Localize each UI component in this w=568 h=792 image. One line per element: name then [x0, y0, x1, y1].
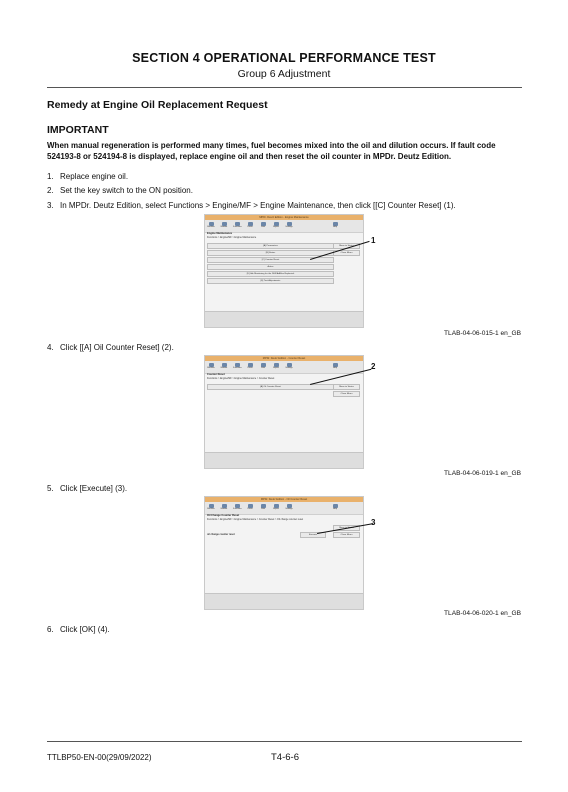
window-title: MPDr. Deutz Edition - Engine Maintenance: [259, 216, 309, 219]
idle-monitoring-button[interactable]: [D] Idle Monitoring for the DEF/AdBlue Replenish: [207, 271, 334, 277]
toolbar-button[interactable]: Help: [331, 504, 339, 509]
toolbar-button[interactable]: Data: [259, 222, 267, 227]
figure-id: TLAB-04-06-015-1 en_GB: [444, 330, 521, 337]
section-title: SECTION 4 OPERATIONAL PERFORMANCE TEST: [132, 51, 436, 65]
execute-button[interactable]: Execute: [300, 532, 326, 538]
important-text: When manual regeneration is performed many times, fuel becomes mixed into the oil and dilution occurs. If fault code 524193-8 or 524194-8 is displayed, replace engine oil and then reset the oil counter in MPDr. Deutz Edition.: [47, 141, 496, 161]
close-menu-button[interactable]: Close Menu: [333, 250, 360, 256]
close-menu-button[interactable]: Close Menu: [333, 532, 360, 538]
toolbar-button[interactable]: Functions: [233, 363, 241, 368]
step-number: 6.: [47, 625, 54, 634]
parameters-button[interactable]: [A] Parameters: [207, 243, 334, 249]
toolbar-button[interactable]: Settings: [285, 504, 293, 509]
breadcrumb: Functions > Engine/MF > Engine Maintenance > Counter Reset: [207, 377, 275, 380]
counter-reset-button[interactable]: [C] Counter Reset: [207, 257, 334, 263]
test-adjustments-button[interactable]: [E] Test Adjustments: [207, 278, 334, 284]
toolbar-button[interactable]: Machine: [207, 222, 215, 227]
oil-counter-reset-button[interactable]: [A] Oil Counter Reset: [207, 384, 334, 390]
toolbar-button[interactable]: Machine: [207, 504, 215, 509]
toolbar-button[interactable]: Data: [259, 363, 267, 368]
breadcrumb: Functions > Engine/MF > Engine Maintenance > Counter Reset > Oil change counter reset: [207, 518, 304, 521]
close-menu-button[interactable]: Close Menu: [333, 391, 360, 397]
figure-id: TLAB-04-06-020-1 en_GB: [444, 610, 521, 617]
page-number: T4-6-6: [271, 752, 299, 763]
step-number: 3.: [47, 201, 54, 210]
screen-header: Counter Reset: [207, 373, 225, 376]
step-number: 2.: [47, 186, 54, 195]
status-button[interactable]: [B] Status: [207, 250, 334, 256]
window-title: MPDr. Deutz Edition - Oil Counter Reset: [260, 498, 308, 501]
document-id: TTLBP50-EN-00(29/09/2022): [47, 753, 152, 762]
step-text: In MPDr. Deutz Edition, select Functions > Engine/MF > Engine Maintenance, then click [[C] Counter Reset] (1).: [60, 201, 456, 210]
toolbar-button[interactable]: Monitor: [220, 222, 228, 227]
toolbar-button[interactable]: Help: [331, 363, 339, 368]
bottom-divider: [47, 741, 522, 742]
toolbar-button[interactable]: Settings: [285, 363, 293, 368]
step-4: [47, 343, 174, 352]
oil-change-counter-label: oil change counter reset: [207, 533, 235, 536]
step-6: [47, 625, 110, 634]
screenshot-counter-reset: [204, 355, 364, 469]
callout-number: 1: [371, 236, 376, 245]
step-text: Replace engine oil.: [60, 172, 129, 181]
important-title: IMPORTANT: [47, 124, 109, 136]
toolbar-button[interactable]: Report: [272, 504, 280, 509]
step-text: Set the key switch to the ON position.: [60, 186, 193, 195]
step-number: 5.: [47, 484, 54, 493]
screen-header: Oil Change Counter Reset: [207, 514, 240, 517]
toolbar-button[interactable]: Reset: [246, 222, 254, 227]
toolbar-button[interactable]: Functions: [233, 222, 241, 227]
toolbar-button[interactable]: Report: [272, 363, 280, 368]
status-bar: [205, 593, 363, 609]
callout-number: 2: [371, 362, 376, 371]
figure-id: TLAB-04-06-019-1 en_GB: [444, 470, 521, 477]
step-number: 4.: [47, 343, 54, 352]
step-1: [47, 172, 128, 181]
toolbar-button[interactable]: Settings: [285, 222, 293, 227]
screenshot-oil-counter-reset: [204, 496, 364, 610]
active-button[interactable]: Active: [207, 264, 334, 270]
toolbar-button[interactable]: Monitor: [220, 504, 228, 509]
step-text: Click [OK] (4).: [60, 625, 110, 634]
step-text: Click [Execute] (3).: [60, 484, 128, 493]
step-5: [47, 484, 127, 493]
group-subtitle: Group 6 Adjustment: [237, 68, 331, 80]
screen-header: Engine Maintenance: [207, 232, 233, 235]
screenshot-engine-maintenance: [204, 214, 364, 328]
move-to-status-button[interactable]: Move to Status: [333, 243, 360, 249]
step-2: [47, 186, 193, 195]
step-number: 1.: [47, 172, 54, 181]
status-bar: [205, 311, 363, 327]
toolbar-button[interactable]: Data: [259, 504, 267, 509]
callout-number: 3: [371, 518, 376, 527]
toolbar-button[interactable]: Machine: [207, 363, 215, 368]
toolbar-button[interactable]: Functions: [233, 504, 241, 509]
step-text: Click [[A] Oil Counter Reset] (2).: [60, 343, 174, 352]
toolbar: [205, 361, 363, 374]
status-bar: [205, 452, 363, 468]
top-divider: [47, 87, 522, 88]
breadcrumb: Functions > Engine/MF > Engine Maintenance: [207, 236, 257, 239]
toolbar-button[interactable]: Monitor: [220, 363, 228, 368]
page-heading: Remedy at Engine Oil Replacement Request: [47, 99, 268, 111]
toolbar-button[interactable]: Report: [272, 222, 280, 227]
step-3: [47, 201, 456, 210]
toolbar-button[interactable]: Reset: [246, 504, 254, 509]
window-title: MPDr. Deutz Edition - Counter Reset: [262, 357, 306, 360]
move-to-status-button[interactable]: Move to Status: [333, 525, 360, 531]
toolbar-button[interactable]: Help: [331, 222, 339, 227]
move-to-status-button[interactable]: Move to Status: [333, 384, 360, 390]
toolbar-button[interactable]: Reset: [246, 363, 254, 368]
